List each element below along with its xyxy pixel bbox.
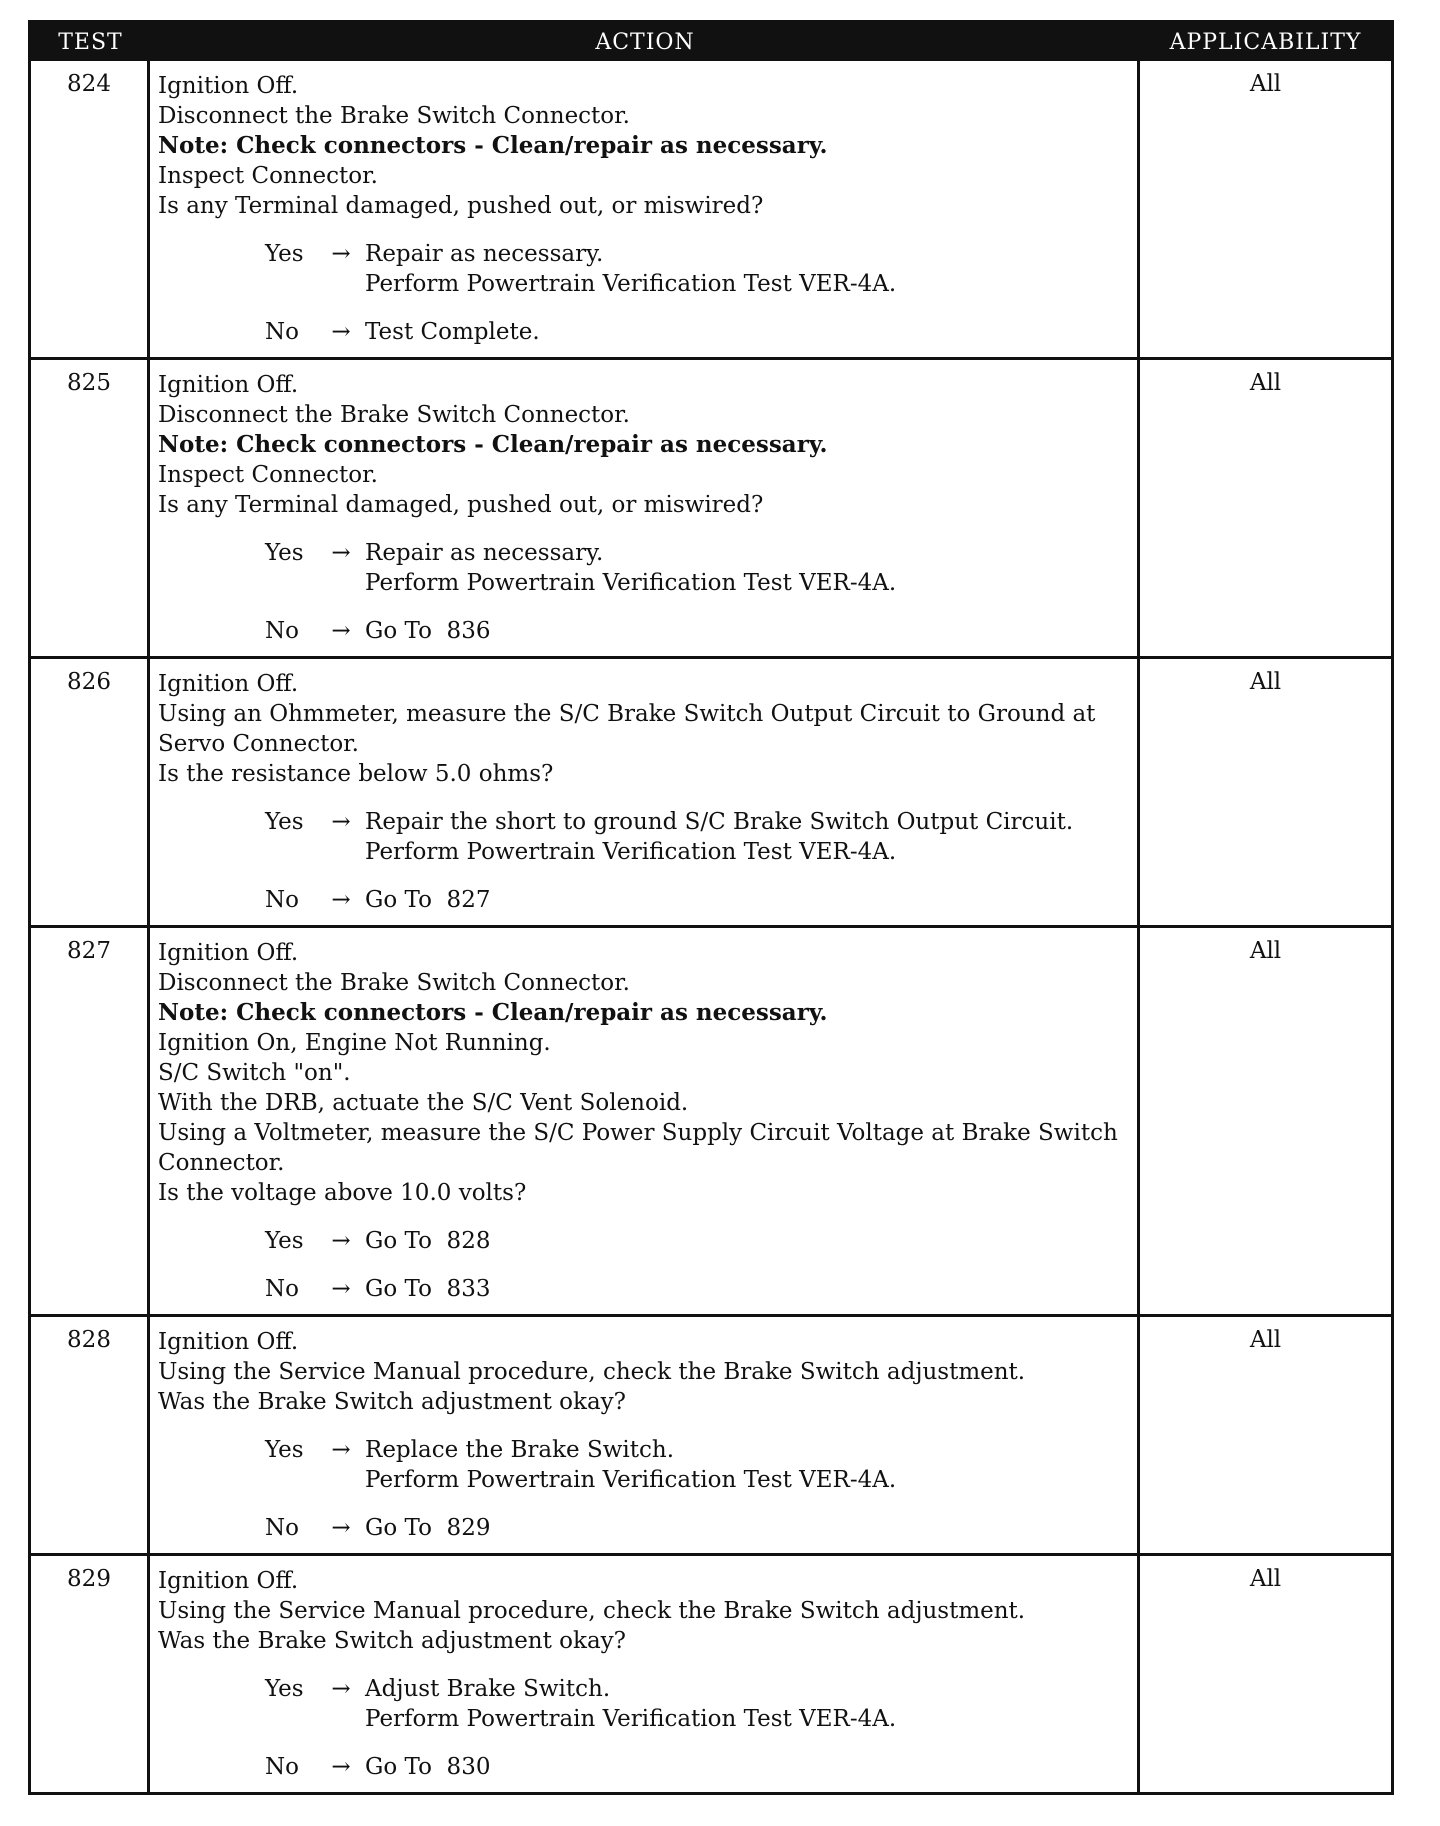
action-line: Inspect Connector. <box>158 163 378 189</box>
action-line: With the DRB, actuate the S/C Vent Solenoid. <box>158 1090 689 1116</box>
action-cell <box>150 1556 1140 1792</box>
outcome-line: Repair the short to ground S/C Brake Switch Output Circuit. <box>365 809 1074 835</box>
action-line: Ignition Off. <box>158 1329 299 1355</box>
arrow-icon: → <box>331 540 351 566</box>
outcome-no <box>158 616 1129 646</box>
outcome-line: Go To 830 <box>365 1754 491 1780</box>
applicability: All <box>1249 71 1282 97</box>
outcome-label: Yes <box>265 241 304 267</box>
table-row <box>31 925 1391 1314</box>
action-line: Was the Brake Switch adjustment okay? <box>158 1628 626 1654</box>
action-line: Ignition On, Engine Not Running. <box>158 1030 551 1056</box>
outcome-text <box>365 317 1129 347</box>
action-line: Using the Service Manual procedure, check the Brake Switch adjustment. <box>158 1359 1026 1385</box>
table-row <box>31 61 1391 357</box>
outcome-yes <box>158 1435 1129 1495</box>
action-line: Was the Brake Switch adjustment okay? <box>158 1389 626 1415</box>
action-line: S/C Switch "on". <box>158 1060 351 1086</box>
action-line: Ignition Off. <box>158 372 299 398</box>
outcome-text <box>365 1513 1129 1543</box>
action-line: Disconnect the Brake Switch Connector. <box>158 402 630 428</box>
outcome-label: Yes <box>265 540 304 566</box>
applicability: All <box>1249 1566 1282 1592</box>
outcome-text <box>365 1274 1129 1304</box>
applicability: All <box>1249 938 1282 964</box>
test-number: 829 <box>31 1556 150 1792</box>
outcome-line: Replace the Brake Switch. <box>365 1437 675 1463</box>
outcome-text <box>365 616 1129 646</box>
action-line: Is the voltage above 10.0 volts? <box>158 1180 527 1206</box>
outcome-line: Perform Powertrain Verification Test VER-4A. <box>365 271 897 297</box>
arrow-icon: → <box>331 887 351 913</box>
outcome-text <box>365 1226 1129 1256</box>
outcome-label: Yes <box>265 1228 304 1254</box>
table-row <box>31 1314 1391 1553</box>
header-test: TEST <box>58 29 123 55</box>
outcome-line: Repair as necessary. <box>365 540 604 566</box>
arrow-icon: → <box>331 618 351 644</box>
arrow-icon: → <box>331 1276 351 1302</box>
action-cell <box>150 61 1140 357</box>
outcome-line: Go To 829 <box>365 1515 491 1541</box>
action-cell <box>150 659 1140 925</box>
arrow-icon: → <box>331 241 351 267</box>
outcome-label: No <box>265 319 299 345</box>
outcome-label: No <box>265 618 299 644</box>
outcome-yes <box>158 239 1129 299</box>
applicability: All <box>1249 1327 1282 1353</box>
action-cell <box>150 360 1140 656</box>
action-line: Is any Terminal damaged, pushed out, or miswired? <box>158 193 764 219</box>
outcome-text <box>365 1674 1129 1734</box>
action-line: Using an Ohmmeter, measure the S/C Brake Switch Output Circuit to Ground at Servo Connector. <box>158 701 1096 757</box>
test-number: 828 <box>31 1317 150 1553</box>
arrow-icon: → <box>331 1515 351 1541</box>
outcome-yes <box>158 1674 1129 1734</box>
action-line: Using a Voltmeter, measure the S/C Power Supply Circuit Voltage at Brake Switch Connector. <box>158 1120 1118 1176</box>
outcome-line: Repair as necessary. <box>365 241 604 267</box>
action-note: Note: Check connectors - Clean/repair as necessary. <box>158 132 828 159</box>
outcome-line: Test Complete. <box>365 319 540 345</box>
outcome-label: Yes <box>265 1676 304 1702</box>
test-number: 826 <box>31 659 150 925</box>
table-header <box>31 23 1391 61</box>
outcome-no <box>158 317 1129 347</box>
action-line: Ignition Off. <box>158 940 299 966</box>
test-number: 824 <box>31 61 150 357</box>
outcome-text <box>365 1752 1129 1782</box>
action-cell <box>150 1317 1140 1553</box>
diagnostic-table <box>28 20 1394 1795</box>
action-note: Note: Check connectors - Clean/repair as necessary. <box>158 431 828 458</box>
test-number: 825 <box>31 360 150 656</box>
outcome-yes <box>158 1226 1129 1256</box>
outcome-line: Perform Powertrain Verification Test VER-4A. <box>365 1467 897 1493</box>
outcome-text <box>365 807 1129 867</box>
action-line: Using the Service Manual procedure, check the Brake Switch adjustment. <box>158 1598 1026 1624</box>
outcome-line: Perform Powertrain Verification Test VER-4A. <box>365 570 897 596</box>
outcome-no <box>158 1513 1129 1543</box>
outcome-text <box>365 239 1129 299</box>
outcome-text <box>365 885 1129 915</box>
test-number: 827 <box>31 928 150 1314</box>
outcome-line: Adjust Brake Switch. <box>365 1676 611 1702</box>
outcome-label: Yes <box>265 1437 304 1463</box>
table-row <box>31 357 1391 656</box>
outcome-yes <box>158 538 1129 598</box>
action-line: Disconnect the Brake Switch Connector. <box>158 970 630 996</box>
arrow-icon: → <box>331 1676 351 1702</box>
action-line: Is the resistance below 5.0 ohms? <box>158 761 554 787</box>
header-applicability: APPLICABILITY <box>1169 29 1362 55</box>
table-row <box>31 1553 1391 1792</box>
outcome-line: Go To 828 <box>365 1228 491 1254</box>
action-line: Inspect Connector. <box>158 462 378 488</box>
arrow-icon: → <box>331 1754 351 1780</box>
table-row <box>31 656 1391 925</box>
outcome-line: Go To 833 <box>365 1276 491 1302</box>
arrow-icon: → <box>331 809 351 835</box>
arrow-icon: → <box>331 1437 351 1463</box>
arrow-icon: → <box>331 1228 351 1254</box>
action-cell <box>150 928 1140 1314</box>
outcome-text <box>365 1435 1129 1495</box>
outcome-yes <box>158 807 1129 867</box>
table-body <box>31 61 1391 1792</box>
action-line: Disconnect the Brake Switch Connector. <box>158 103 630 129</box>
outcome-no <box>158 1274 1129 1304</box>
outcome-label: No <box>265 1754 299 1780</box>
outcome-line: Go To 836 <box>365 618 491 644</box>
action-line: Ignition Off. <box>158 671 299 697</box>
outcome-label: No <box>265 1276 299 1302</box>
outcome-line: Go To 827 <box>365 887 491 913</box>
outcome-label: No <box>265 887 299 913</box>
outcome-no <box>158 885 1129 915</box>
outcome-text <box>365 538 1129 598</box>
action-note: Note: Check connectors - Clean/repair as necessary. <box>158 999 828 1026</box>
arrow-icon: → <box>331 319 351 345</box>
outcome-line: Perform Powertrain Verification Test VER-4A. <box>365 1706 897 1732</box>
outcome-no <box>158 1752 1129 1782</box>
outcome-label: Yes <box>265 809 304 835</box>
action-line: Is any Terminal damaged, pushed out, or miswired? <box>158 492 764 518</box>
action-line: Ignition Off. <box>158 1568 299 1594</box>
applicability: All <box>1249 669 1282 695</box>
outcome-label: No <box>265 1515 299 1541</box>
header-action: ACTION <box>595 29 695 55</box>
applicability: All <box>1249 370 1282 396</box>
outcome-line: Perform Powertrain Verification Test VER-4A. <box>365 839 897 865</box>
action-line: Ignition Off. <box>158 73 299 99</box>
